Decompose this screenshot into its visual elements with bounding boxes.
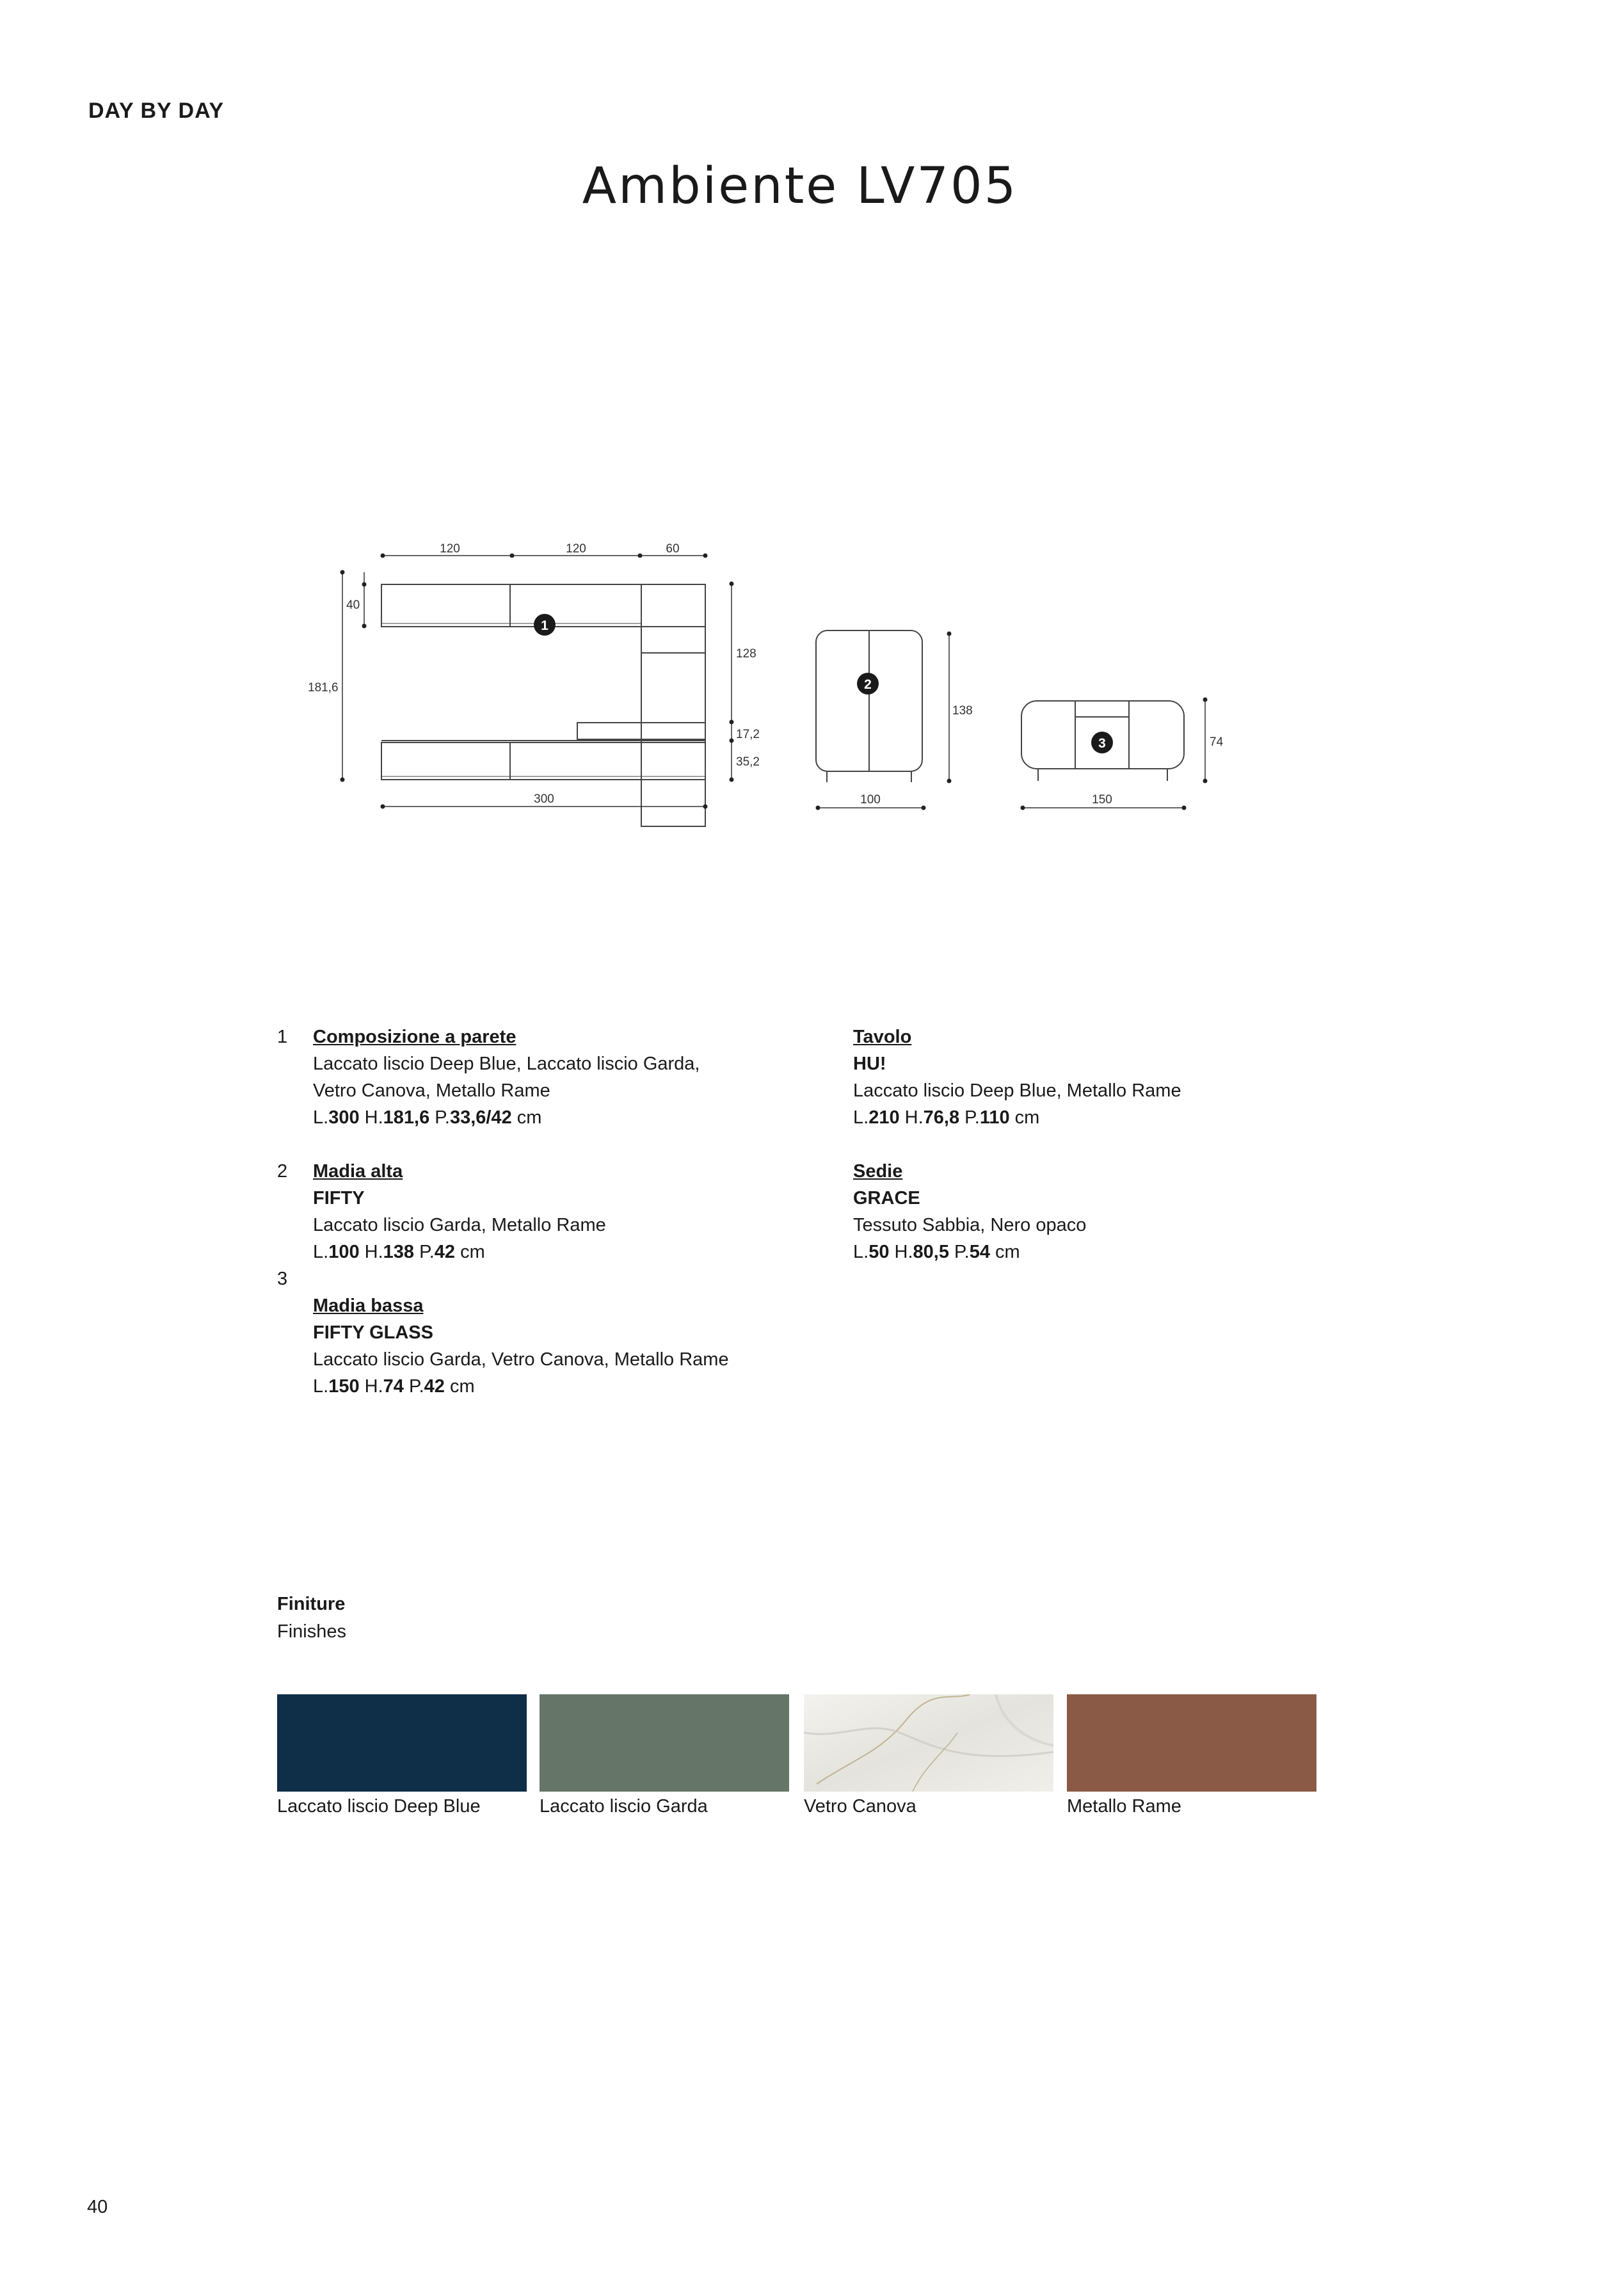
item-model: FIFTY GLASS bbox=[313, 1322, 433, 1343]
swatch-label: Laccato liscio Deep Blue bbox=[277, 1796, 481, 1817]
wall-base-cabinet bbox=[381, 743, 705, 780]
item-sedie bbox=[853, 1158, 1301, 1265]
dim-label: 40 bbox=[346, 598, 360, 612]
finishes-title: Finiture bbox=[277, 1594, 346, 1614]
dim-label: 60 bbox=[666, 542, 680, 556]
item-number: 1 bbox=[277, 1027, 288, 1047]
page-title: Ambiente LV705 bbox=[582, 157, 1018, 215]
dim-label: 74 bbox=[1210, 735, 1224, 749]
dim-label: 128 bbox=[736, 647, 756, 661]
swatch-label: Laccato liscio Garda bbox=[540, 1796, 708, 1817]
marker-1 bbox=[534, 614, 556, 636]
item-heading: Madia alta bbox=[313, 1161, 403, 1182]
item-description: Laccato liscio Deep Blue, Laccato liscio Garda, bbox=[313, 1054, 700, 1074]
swatch-label: Metallo Rame bbox=[1067, 1796, 1181, 1817]
dim-label: 300 bbox=[534, 792, 554, 806]
item-model: HU! bbox=[853, 1054, 886, 1074]
dim-label: 17,2 bbox=[736, 728, 760, 741]
swatch-deep-blue bbox=[277, 1694, 527, 1792]
dim-label: 150 bbox=[1092, 793, 1112, 807]
item-model: GRACE bbox=[853, 1188, 920, 1208]
marble-texture bbox=[804, 1694, 1053, 1792]
dim-label: 100 bbox=[860, 793, 881, 807]
item-heading: Composizione a parete bbox=[313, 1027, 516, 1047]
item-number: 3 bbox=[277, 1269, 288, 1289]
technical-drawing bbox=[0, 512, 1600, 832]
item-heading: Madia bassa bbox=[313, 1296, 424, 1316]
madia-alta-drawing bbox=[816, 630, 922, 782]
item-description: Laccato liscio Garda, Metallo Rame bbox=[313, 1215, 606, 1235]
dim-label: 120 bbox=[566, 542, 586, 556]
item-dimensions: L.100 H.138 P.42 cm bbox=[313, 1242, 485, 1262]
item-tavolo bbox=[853, 1024, 1301, 1131]
item-description: Laccato liscio Garda, Vetro Canova, Metallo Rame bbox=[313, 1349, 729, 1370]
swatch-garda bbox=[540, 1694, 789, 1792]
item-heading: Tavolo bbox=[853, 1027, 912, 1047]
swatch-metallo-rame bbox=[1067, 1694, 1316, 1792]
item-dimensions: L.150 H.74 P.42 cm bbox=[313, 1376, 475, 1397]
page-number: 40 bbox=[87, 2197, 108, 2217]
swatch-vetro-canova bbox=[804, 1694, 1053, 1792]
finishes-heading bbox=[277, 1591, 346, 1646]
item-model: FIFTY bbox=[313, 1188, 365, 1208]
item-number: 2 bbox=[277, 1161, 288, 1182]
svg-text:3: 3 bbox=[1098, 736, 1106, 751]
svg-text:2: 2 bbox=[864, 677, 872, 692]
dim-label: 35,2 bbox=[736, 755, 760, 769]
item-dimensions: L.50 H.80,5 P.54 cm bbox=[853, 1242, 1020, 1262]
brand-label: DAY BY DAY bbox=[88, 99, 225, 123]
finishes-subtitle: Finishes bbox=[277, 1621, 346, 1642]
dim-label: 138 bbox=[952, 704, 973, 718]
marker-2 bbox=[857, 673, 879, 694]
item-description: Vetro Canova, Metallo Rame bbox=[313, 1080, 550, 1101]
item-dimensions: L.210 H.76,8 P.110 cm bbox=[853, 1107, 1040, 1128]
item-description: Laccato liscio Deep Blue, Metallo Rame bbox=[853, 1080, 1181, 1101]
item-heading: Sedie bbox=[853, 1161, 903, 1182]
item-description: Tessuto Sabbia, Nero opaco bbox=[853, 1215, 1087, 1235]
dim-label: 120 bbox=[440, 542, 460, 556]
item-dimensions: L.300 H.181,6 P.33,6/42 cm bbox=[313, 1107, 542, 1128]
marker-3 bbox=[1091, 732, 1113, 753]
swatch-label: Vetro Canova bbox=[804, 1796, 916, 1817]
wall-tall-cabinet bbox=[641, 584, 705, 826]
dim-label: 181,6 bbox=[308, 681, 339, 694]
svg-text:1: 1 bbox=[541, 618, 548, 633]
